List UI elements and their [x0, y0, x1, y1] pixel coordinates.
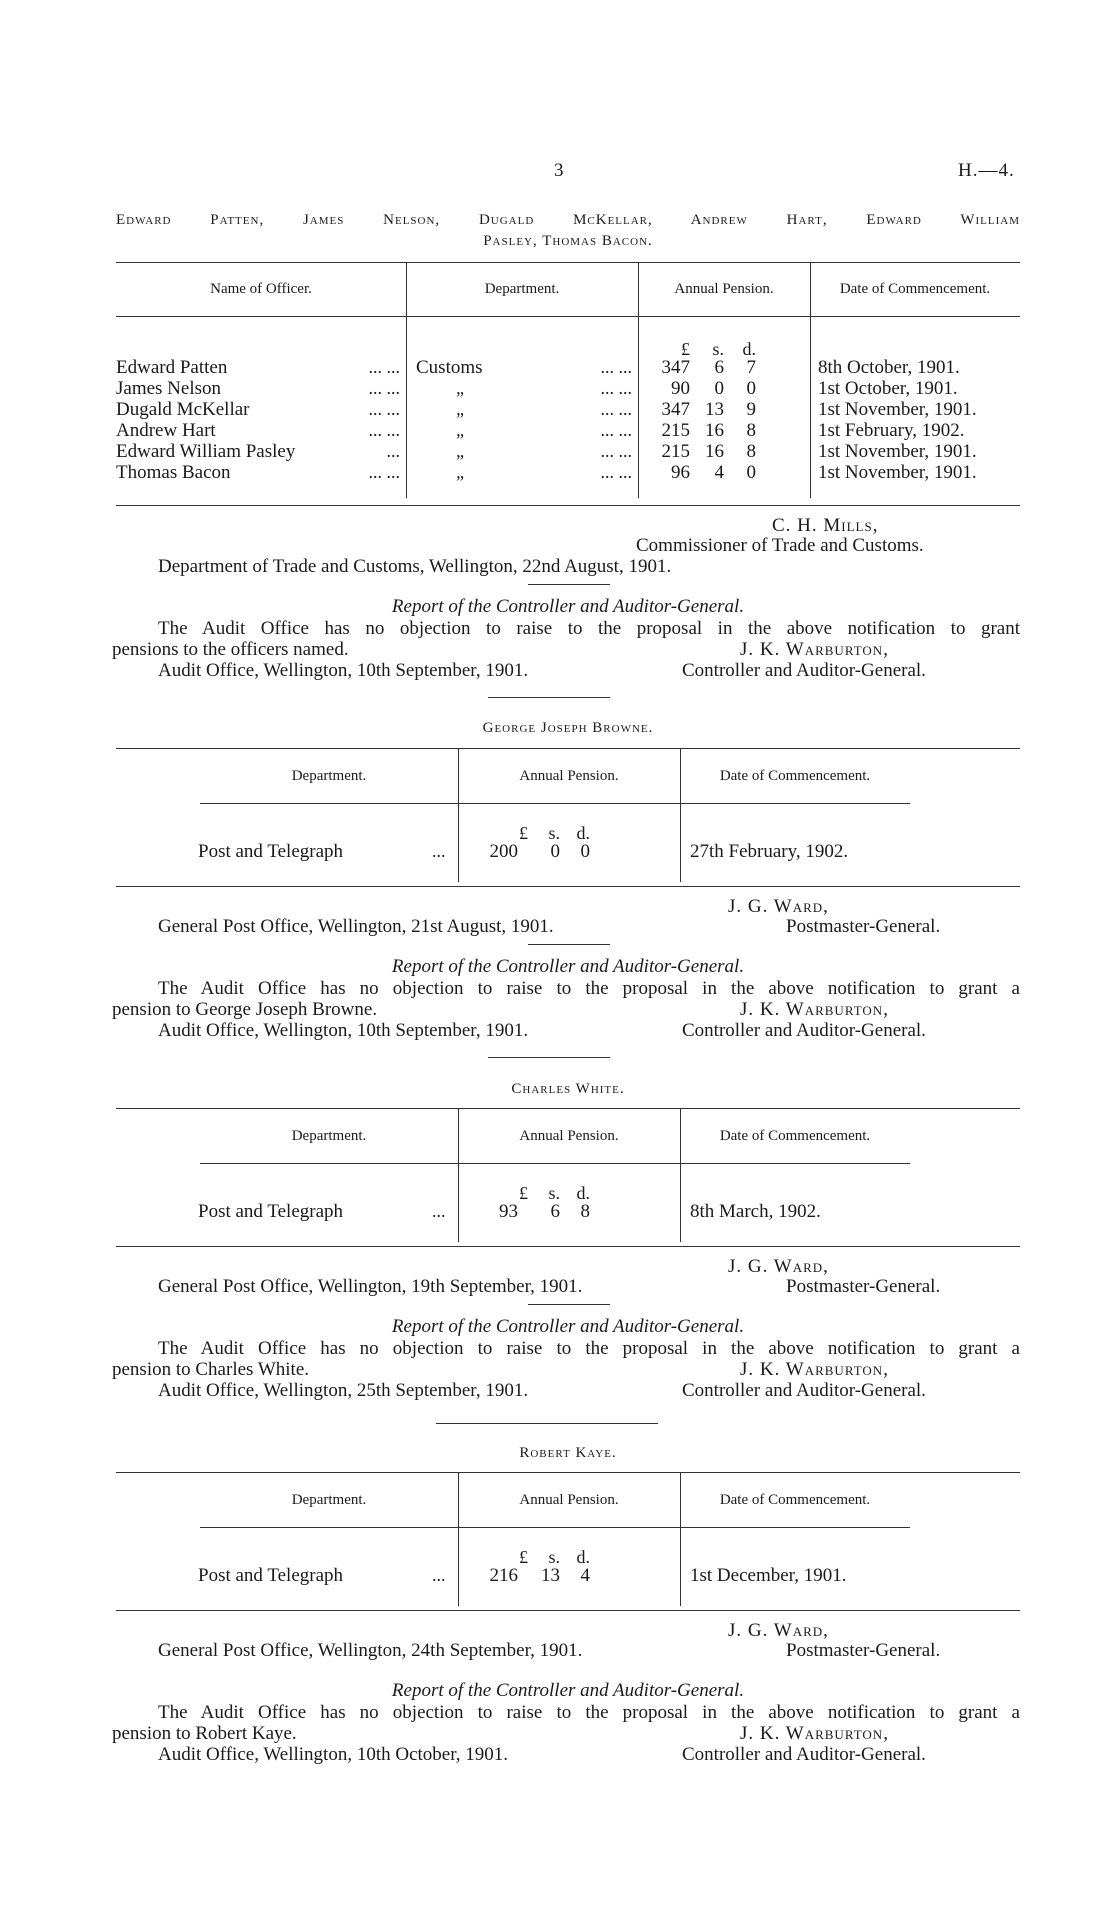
- commencement-date: 1st November, 1901.: [818, 441, 977, 462]
- leader-dots: ... ...: [368, 399, 400, 419]
- leader-dots: ... ...: [368, 357, 400, 377]
- document-code: H.—4.: [958, 160, 1015, 181]
- report-text: pensions to the officers named.: [112, 639, 349, 660]
- unit-pence: d.: [742, 339, 756, 359]
- report-title: Report of the Controller and Auditor-General.: [391, 956, 745, 977]
- signatory-title: Postmaster-General.: [786, 1640, 941, 1661]
- table-bottom-rule: [116, 1246, 1020, 1247]
- leader-dots: ... ...: [600, 357, 632, 377]
- table-header-rule: [200, 1163, 910, 1164]
- department-name: Customs: [416, 357, 483, 378]
- report-text: pension to Charles White.: [112, 1359, 310, 1380]
- header-annual-pension: Annual Pension.: [674, 281, 774, 297]
- header-date-of-commencement: Date of Commencement.: [719, 1128, 871, 1144]
- pension-shillings: 0: [550, 841, 560, 862]
- column-divider: [638, 262, 639, 498]
- separator-rule: [436, 1423, 658, 1424]
- table-top-rule: [116, 1108, 1020, 1109]
- unit-pence: d.: [576, 1183, 590, 1203]
- report-title: Report of the Controller and Auditor-General.: [391, 1680, 745, 1701]
- pension-pence: 4: [580, 1565, 590, 1586]
- header-department: Department.: [291, 768, 367, 784]
- auditor-name: J. K. Warburton,: [740, 1359, 889, 1380]
- officer-name: Edward Patten: [116, 357, 228, 378]
- pension-pounds: 215: [661, 420, 690, 441]
- column-divider: [810, 262, 811, 498]
- section-title: George Joseph Browne.: [482, 720, 654, 736]
- report-text: pension to Robert Kaye.: [112, 1723, 297, 1744]
- pension-pounds: 215: [661, 441, 690, 462]
- department-name: Post and Telegraph: [198, 841, 344, 862]
- audit-place-date: Audit Office, Wellington, 10th October, 1901.: [158, 1744, 509, 1765]
- leader-dots: ... ...: [368, 378, 400, 398]
- pension-pence: 0: [746, 462, 756, 483]
- leader-dots: ... ...: [600, 441, 632, 461]
- pension-shillings: 16: [705, 441, 724, 462]
- signatory-name: J. G. Ward,: [728, 896, 829, 917]
- leader-dots: ... ...: [600, 378, 632, 398]
- leader-dots: ...: [386, 441, 400, 461]
- header-name-of-officer: Name of Officer.: [210, 281, 312, 297]
- pension-shillings: 13: [541, 1565, 560, 1586]
- column-divider: [406, 262, 407, 498]
- ditto-mark: „: [456, 399, 467, 419]
- unit-pence: d.: [576, 1547, 590, 1567]
- separator-rule: [528, 944, 610, 945]
- unit-shillings: s.: [548, 1183, 560, 1203]
- unit-pence: d.: [576, 823, 590, 843]
- header-annual-pension: Annual Pension.: [519, 768, 619, 784]
- header-date-of-commencement: Date of Commencement.: [719, 1492, 871, 1508]
- pension-shillings: 6: [714, 357, 724, 378]
- header-department: Department.: [484, 281, 560, 297]
- report-text: The Audit Office has no objection to raise to the proposal in the above notification to grant a: [158, 1338, 1020, 1359]
- commencement-date: 1st November, 1901.: [818, 462, 977, 483]
- pension-pounds: 216: [489, 1565, 518, 1586]
- section-title: Charles White.: [511, 1081, 625, 1097]
- auditor-name: J. K. Warburton,: [740, 639, 889, 660]
- leader-dots: ...: [432, 1565, 446, 1585]
- officer-name: Dugald McKellar: [116, 399, 250, 420]
- signatory-title: Postmaster-General.: [786, 1276, 941, 1297]
- pension-pence: 0: [746, 378, 756, 399]
- place-date: General Post Office, Wellington, 21st August, 1901.: [158, 916, 554, 937]
- table-header-rule: [116, 316, 1020, 317]
- unit-shillings: s.: [548, 1547, 560, 1567]
- signatory-name: J. G. Ward,: [728, 1256, 829, 1277]
- table-top-rule: [116, 748, 1020, 749]
- separator-rule: [488, 697, 610, 698]
- unit-pounds: £: [519, 823, 528, 843]
- section-title-line2: Pasley, Thomas Bacon.: [483, 233, 653, 249]
- report-text: The Audit Office has no objection to raise to the proposal in the above notification to grant: [158, 618, 1020, 639]
- signatory-title: Postmaster-General.: [786, 916, 941, 937]
- unit-pounds: £: [519, 1183, 528, 1203]
- pension-pence: 8: [746, 420, 756, 441]
- column-divider: [458, 748, 459, 882]
- column-divider: [458, 1472, 459, 1606]
- pension-shillings: 16: [705, 420, 724, 441]
- auditor-name: J. K. Warburton,: [740, 999, 889, 1020]
- section-title-line1: Edward Patten, James Nelson, Dugald McKellar, Andrew Hart, Edward William: [116, 212, 1020, 228]
- pension-pounds: 93: [499, 1201, 518, 1222]
- leader-dots: ... ...: [368, 462, 400, 482]
- department-name: Post and Telegraph: [198, 1201, 344, 1222]
- report-title: Report of the Controller and Auditor-General.: [391, 596, 745, 617]
- signatory-name: C. H. Mills,: [772, 515, 879, 536]
- commencement-date: 1st February, 1902.: [818, 420, 965, 441]
- officer-name: Edward William Pasley: [116, 441, 296, 462]
- commencement-date: 1st November, 1901.: [818, 399, 977, 420]
- table-header-rule: [200, 1527, 910, 1528]
- header-department: Department.: [291, 1128, 367, 1144]
- pension-pounds: 96: [671, 462, 690, 483]
- officer-name: Thomas Bacon: [116, 462, 231, 483]
- commencement-date: 1st December, 1901.: [690, 1565, 847, 1586]
- table-top-rule: [116, 1472, 1020, 1473]
- report-text: pension to George Joseph Browne.: [112, 999, 378, 1020]
- auditor-title: Controller and Auditor-General.: [682, 660, 926, 681]
- leader-dots: ... ...: [600, 420, 632, 440]
- unit-pounds: £: [519, 1547, 528, 1567]
- audit-place-date: Audit Office, Wellington, 10th September, 1901.: [158, 660, 529, 681]
- commencement-date: 8th October, 1901.: [818, 357, 960, 378]
- leader-dots: ...: [432, 1201, 446, 1221]
- leader-dots: ...: [432, 841, 446, 861]
- place-date: General Post Office, Wellington, 24th September, 1901.: [158, 1640, 583, 1661]
- separator-rule: [528, 584, 610, 585]
- table-header-rule: [200, 803, 910, 804]
- leader-dots: ... ...: [368, 420, 400, 440]
- leader-dots: ... ...: [600, 462, 632, 482]
- report-text: The Audit Office has no objection to raise to the proposal in the above notification to grant a: [158, 1702, 1020, 1723]
- commencement-date: 8th March, 1902.: [690, 1201, 821, 1222]
- separator-rule: [488, 1057, 610, 1058]
- pension-pence: 8: [580, 1201, 590, 1222]
- page-number: 3: [554, 160, 564, 181]
- pension-shillings: 0: [714, 378, 724, 399]
- header-annual-pension: Annual Pension.: [519, 1492, 619, 1508]
- header-annual-pension: Annual Pension.: [519, 1128, 619, 1144]
- header-department: Department.: [291, 1492, 367, 1508]
- pension-pence: 7: [746, 357, 756, 378]
- report-text: The Audit Office has no objection to raise to the proposal in the above notification to grant a: [158, 978, 1020, 999]
- column-divider: [680, 748, 681, 882]
- signatory-name: J. G. Ward,: [728, 1620, 829, 1641]
- table-bottom-rule: [116, 1610, 1020, 1611]
- header-date-of-commencement: Date of Commencement.: [839, 281, 991, 297]
- report-title: Report of the Controller and Auditor-General.: [391, 1316, 745, 1337]
- pension-shillings: 13: [705, 399, 724, 420]
- audit-place-date: Audit Office, Wellington, 25th September, 1901.: [158, 1380, 529, 1401]
- place-date: General Post Office, Wellington, 19th September, 1901.: [158, 1276, 583, 1297]
- ditto-mark: „: [456, 462, 467, 482]
- pension-pounds: 90: [671, 378, 690, 399]
- table-top-rule: [116, 262, 1020, 263]
- unit-pounds: £: [681, 339, 690, 359]
- unit-shillings: s.: [548, 823, 560, 843]
- pension-pounds: 347: [661, 357, 690, 378]
- column-divider: [680, 1108, 681, 1242]
- ditto-mark: „: [456, 441, 467, 461]
- commencement-date: 1st October, 1901.: [818, 378, 958, 399]
- auditor-title: Controller and Auditor-General.: [682, 1744, 926, 1765]
- officer-name: Andrew Hart: [116, 420, 216, 441]
- unit-shillings: s.: [712, 339, 724, 359]
- ditto-mark: „: [456, 378, 467, 398]
- pension-shillings: 6: [550, 1201, 560, 1222]
- pension-pence: 0: [580, 841, 590, 862]
- ditto-mark: „: [456, 420, 467, 440]
- auditor-title: Controller and Auditor-General.: [682, 1380, 926, 1401]
- table-bottom-rule: [116, 886, 1020, 887]
- pension-pence: 8: [746, 441, 756, 462]
- section-title: Robert Kaye.: [519, 1445, 617, 1461]
- leader-dots: ... ...: [600, 399, 632, 419]
- column-divider: [458, 1108, 459, 1242]
- separator-rule: [528, 1304, 610, 1305]
- audit-place-date: Audit Office, Wellington, 10th September, 1901.: [158, 1020, 529, 1041]
- auditor-name: J. K. Warburton,: [740, 1723, 889, 1744]
- pension-pence: 9: [746, 399, 756, 420]
- department-name: Post and Telegraph: [198, 1565, 344, 1586]
- commencement-date: 27th February, 1902.: [690, 841, 849, 862]
- table-bottom-rule: [116, 505, 1020, 506]
- header-date-of-commencement: Date of Commencement.: [719, 768, 871, 784]
- pension-pounds: 200: [489, 841, 518, 862]
- signatory-title: Commissioner of Trade and Customs.: [636, 535, 924, 556]
- column-divider: [680, 1472, 681, 1606]
- pension-shillings: 4: [714, 462, 724, 483]
- place-date: Department of Trade and Customs, Wellington, 22nd August, 1901.: [158, 556, 672, 577]
- pension-pounds: 347: [661, 399, 690, 420]
- officer-name: James Nelson: [116, 378, 222, 399]
- auditor-title: Controller and Auditor-General.: [682, 1020, 926, 1041]
